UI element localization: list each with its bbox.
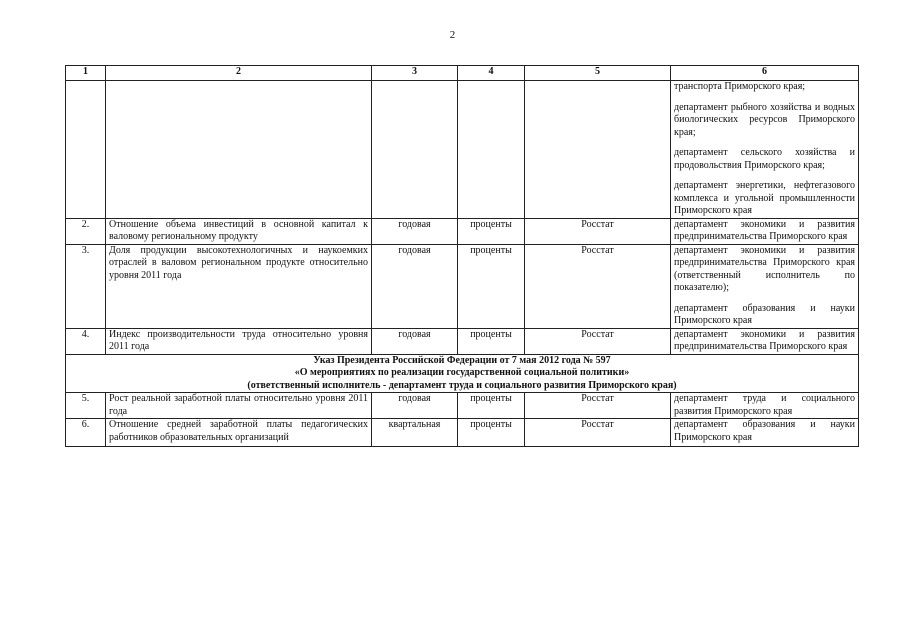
header-col-1: 1 (66, 66, 106, 81)
header-col-5: 5 (525, 66, 671, 81)
unit: проценты (458, 218, 525, 244)
indicators-table (65, 65, 859, 447)
row-number: 3. (66, 244, 106, 328)
responsible-item: департамент экономики и развития предпринимательства Приморского края (674, 328, 855, 352)
periodicity: квартальная (372, 419, 458, 447)
row-number: 5. (66, 393, 106, 419)
table-row (66, 218, 859, 244)
data-source: Росстат (525, 419, 671, 447)
data-source: Росстат (525, 218, 671, 244)
indicator-name: Отношение объема инвестиций в основной капитал к валовому региональному продукту (106, 218, 372, 244)
responsible-cell (671, 328, 859, 354)
unit: проценты (458, 244, 525, 328)
table-row (66, 244, 859, 328)
responsible-item: департамент рыбного хозяйства и водных биологических ресурсов Приморского края; (674, 101, 855, 138)
unit: проценты (458, 419, 525, 447)
periodicity: годовая (372, 218, 458, 244)
indicator-name: Индекс производительности труда относительно уровня 2011 года (106, 328, 372, 354)
row-number: 4. (66, 328, 106, 354)
indicator-name: Доля продукции высокотехнологичных и наукоемких отраслей в валовом региональном продукте относительно уровня 2011 года (106, 244, 372, 328)
responsible-cell (671, 81, 859, 219)
table-row (66, 393, 859, 419)
responsible-item: департамент энергетики, нефтегазового комплекса и угольной промышленности Приморского края (674, 180, 855, 216)
responsible-cell (671, 218, 859, 244)
section-heading-line: Указ Президента Российской Федерации от 7 мая 2012 года № 597 (313, 354, 611, 366)
unit: проценты (458, 393, 525, 419)
data-source: Росстат (525, 244, 671, 328)
section-heading-line: (ответственный исполнитель - департамент труда и социального развития Приморского края) (247, 379, 677, 391)
responsible-item: департамент образования и науки Приморского края (674, 302, 855, 326)
responsible-item: транспорта Приморского края; (674, 81, 806, 92)
table-row (66, 419, 859, 447)
responsible-item: департамент сельского хозяйства и продовольствия Приморского края; (674, 147, 855, 171)
header-col-3: 3 (372, 66, 458, 81)
table-row (66, 81, 859, 219)
indicator-name-text: Отношение средней заработной платы педагогических работников образовательных организаций (109, 419, 368, 443)
header-col-4: 4 (458, 66, 525, 81)
responsible-cell (671, 419, 859, 447)
header-row (66, 66, 859, 81)
section-heading (66, 354, 859, 393)
header-col-2: 2 (106, 66, 372, 81)
periodicity: годовая (372, 244, 458, 328)
data-source: Росстат (525, 393, 671, 419)
indicator-name (106, 419, 372, 447)
responsible-item: департамент экономики и развития предпринимательства Приморского края (ответственный исполнитель по показателю); (674, 244, 855, 293)
page-number: 2 (449, 29, 456, 41)
responsible-cell: департамент труда и социального развития Приморского края (671, 393, 859, 419)
row-number: 2. (66, 218, 106, 244)
table-row (66, 328, 859, 354)
row-number: 6. (66, 419, 106, 447)
periodicity: годовая (372, 393, 458, 419)
responsible-item: департамент экономики и развития предпринимательства Приморского края (674, 218, 855, 242)
header-col-6: 6 (671, 66, 859, 81)
section-heading-line: «О мероприятиях по реализации государственной социальной политики» (294, 367, 630, 378)
responsible-cell (671, 244, 859, 328)
periodicity: годовая (372, 328, 458, 354)
data-source: Росстат (525, 328, 671, 354)
indicator-name: Рост реальной заработной платы относительно уровня 2011 года (106, 393, 372, 419)
responsible-text: департамент образования и науки Приморского края (674, 419, 855, 443)
unit: проценты (458, 328, 525, 354)
section-heading-row (66, 354, 859, 393)
